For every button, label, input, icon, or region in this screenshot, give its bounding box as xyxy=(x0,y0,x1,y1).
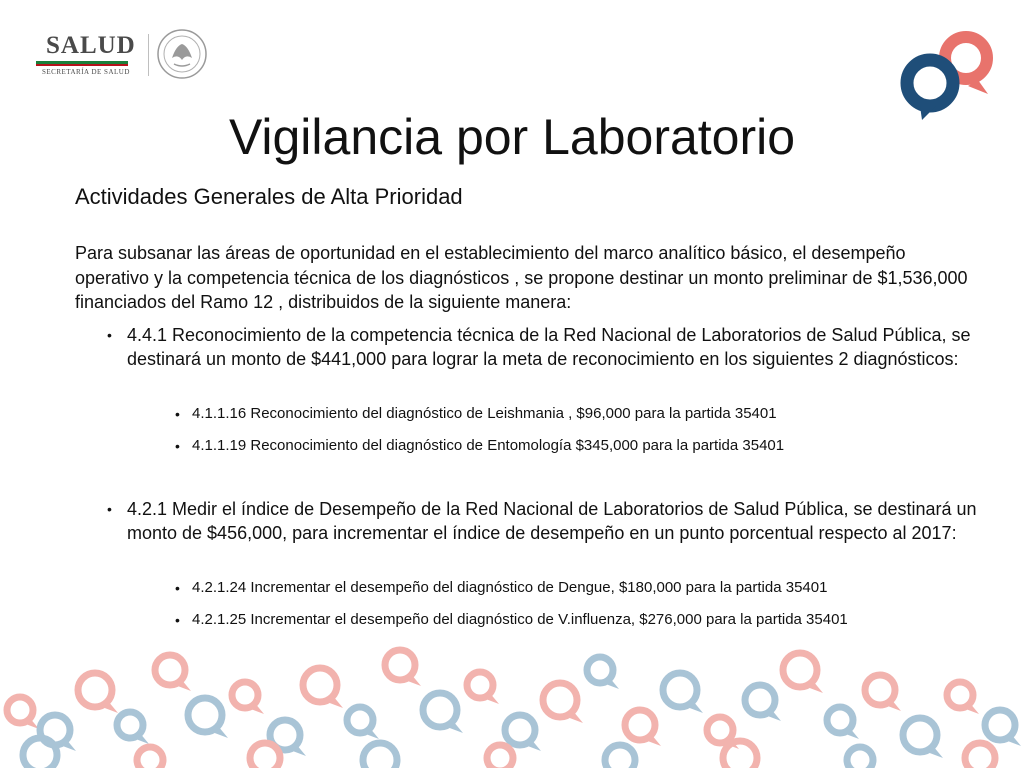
intro-paragraph: Para subsanar las áreas de oportunidad en el establecimiento del marco analítico básico, el desempeño operativo y la competencia técnica de los diagnósticos , se propone destinar un monto preliminar de $1,536,000 financiados del Ramo 12 , distribuidos de la siguiente manera: xyxy=(75,243,968,312)
section-subtitle: Actividades Generales de Alta Prioridad xyxy=(75,184,463,209)
list-item xyxy=(107,323,987,371)
decorative-bubble xyxy=(587,657,619,689)
decorative-bubble xyxy=(965,743,1001,768)
decorative-bubble xyxy=(232,682,264,714)
decorative-bubble xyxy=(7,697,39,729)
salud-logo xyxy=(36,30,216,82)
salud-logo-red-bar xyxy=(36,64,128,66)
decorative-bubble xyxy=(467,672,499,704)
decorative-bubble xyxy=(625,710,661,746)
decorative-bubble xyxy=(745,685,781,721)
list-item xyxy=(107,497,987,545)
decorative-bubble xyxy=(423,693,463,733)
salud-logo-subtext: SECRETARÍA DE SALUD xyxy=(42,68,130,76)
decorative-bubble xyxy=(487,745,519,768)
page-title: Vigilancia por Laboratorio xyxy=(228,109,796,165)
decorative-bubble xyxy=(947,682,979,714)
bullet-dot-icon: • xyxy=(175,438,180,454)
decorative-bubble xyxy=(78,673,118,713)
bullet-dot-icon: • xyxy=(107,327,112,343)
sub-list-item xyxy=(175,436,992,456)
brand-speech-bubbles-icon xyxy=(896,28,998,120)
sub-list-item-text: 4.1.1.16 Reconocimiento del diagnóstico de Leishmania , $96,000 para la partida 35401 xyxy=(192,405,777,422)
decorative-bubble xyxy=(155,655,191,691)
decorative-bubble-pattern xyxy=(0,630,1024,768)
bullet-dot-icon: • xyxy=(175,406,180,422)
logo-divider xyxy=(148,34,149,76)
decorative-bubble xyxy=(117,712,149,744)
decorative-bubble xyxy=(137,747,169,768)
decorative-bubble xyxy=(543,683,583,723)
bullet-dot-icon: • xyxy=(175,580,180,596)
decorative-bubble xyxy=(783,653,823,693)
sub-list-item xyxy=(175,610,992,630)
list-item-text: 4.2.1 Medir el índice de Desempeño de la Red Nacional de Laboratorios de Salud Pública, se destinará un monto de $456,000, para incrementar el índice de desempeño en un punto porcentual respecto al 2017: xyxy=(127,499,977,543)
salud-logo-text: SALUD xyxy=(46,32,136,59)
bullet-dot-icon: • xyxy=(107,501,112,517)
list-item-text: 4.4.1 Reconocimiento de la competencia técnica de la Red Nacional de Laboratorios de Salud Pública, se destinará un monto de $441,000 para lograr la meta de reconocimiento en los siguientes 2 diagnósticos: xyxy=(127,325,971,369)
decorative-bubble xyxy=(303,668,343,708)
decorative-bubble xyxy=(827,707,859,739)
decorative-bubble xyxy=(605,745,641,768)
sub-list-item xyxy=(175,404,992,424)
decorative-bubble xyxy=(723,741,763,768)
decorative-bubble xyxy=(188,698,228,738)
sub-list-item-text: 4.2.1.25 Incrementar el desempeño del diagnóstico de V.influenza, $276,000 para la partida 35401 xyxy=(192,611,848,628)
mexico-seal-icon xyxy=(156,28,208,80)
decorative-bubble xyxy=(663,673,703,713)
decorative-bubble xyxy=(985,710,1021,746)
decorative-bubble xyxy=(363,743,403,768)
decorative-bubble xyxy=(903,718,943,758)
decorative-bubble xyxy=(347,707,379,739)
sub-list-item xyxy=(175,578,992,598)
sub-list-item-text: 4.1.1.19 Reconocimiento del diagnóstico de Entomología $345,000 para la partida 35401 xyxy=(192,437,785,454)
bullet-dot-icon: • xyxy=(175,612,180,628)
sub-list-item-text: 4.2.1.24 Incrementar el desempeño del diagnóstico de Dengue, $180,000 para la partida 35401 xyxy=(192,579,828,596)
decorative-bubble xyxy=(385,650,421,686)
decorative-bubble xyxy=(865,675,901,711)
decorative-bubble xyxy=(847,747,879,768)
